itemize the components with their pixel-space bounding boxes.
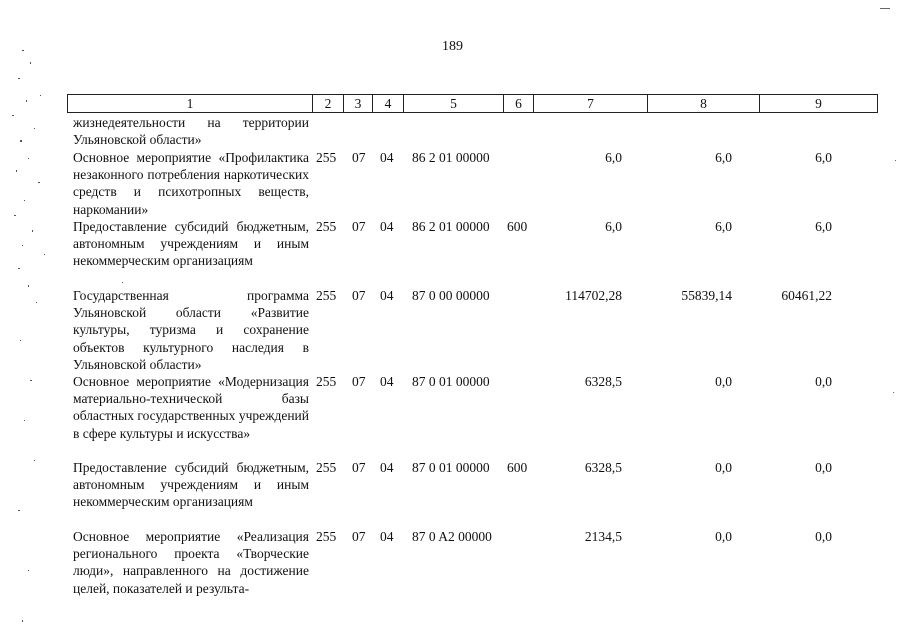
row-col-4: 04 <box>380 529 394 544</box>
row-col-9: 60461,22 <box>781 288 832 303</box>
row-col-8: 6,0 <box>715 219 732 234</box>
header-col-6: 6 <box>504 95 534 113</box>
header-col-7: 7 <box>534 95 648 113</box>
row-col-3: 07 <box>352 150 366 165</box>
row-col-2: 255 <box>316 150 337 165</box>
header-col-4: 4 <box>373 95 404 113</box>
page-number: 189 <box>442 39 463 54</box>
table-header <box>67 94 878 113</box>
row-name: Основное мероприятие «Модернизация материально-технической базы областных государственных учреждений в сфере культуры и искусства» <box>73 374 309 441</box>
row-col-9: 0,0 <box>815 529 832 544</box>
header-row <box>68 95 878 113</box>
row-col-7: 114702,28 <box>565 288 622 303</box>
row-col-8: 0,0 <box>715 529 732 544</box>
row-name: Основное мероприятие «Реализация регионального проекта «Творческие люди», направленного на достижение целей, показателей и результа- <box>73 529 309 596</box>
row-name: Предоставление субсидий бюджетным, автономным учреждениям и иным некоммерческим организациям <box>73 460 309 510</box>
header-col-1: 1 <box>68 95 313 113</box>
row-col-7: 2134,5 <box>584 529 622 544</box>
row-name: жизнедеятельности на территории Ульяновской области» <box>73 115 309 148</box>
header-col-9: 9 <box>760 95 878 113</box>
row-col-7: 6328,5 <box>584 374 622 389</box>
row-col-2: 255 <box>316 460 337 475</box>
row-col-3: 07 <box>352 288 366 303</box>
row-col-4: 04 <box>380 374 394 389</box>
header-col-3: 3 <box>344 95 373 113</box>
row-col-9: 6,0 <box>815 219 832 234</box>
row-col-4: 04 <box>380 288 394 303</box>
row-col-3: 07 <box>352 219 366 234</box>
row-col-8: 0,0 <box>715 460 732 475</box>
row-col-7: 6,0 <box>605 150 622 165</box>
scan-speck <box>122 282 123 283</box>
row-col-5: 86 2 01 00000 <box>412 219 490 234</box>
row-col-6: 600 <box>507 219 528 234</box>
row-name: Основное мероприятие «Профилактика незаконного потребления наркотических средств и психотропных веществ, наркомании» <box>73 150 309 217</box>
row-col-9: 0,0 <box>815 374 832 389</box>
row-col-3: 07 <box>352 374 366 389</box>
row-col-5: 86 2 01 00000 <box>412 150 490 165</box>
row-col-5: 87 0 A2 00000 <box>412 529 492 544</box>
header-col-8: 8 <box>648 95 760 113</box>
row-col-4: 04 <box>380 150 394 165</box>
row-col-8: 0,0 <box>715 374 732 389</box>
row-col-4: 04 <box>380 460 394 475</box>
row-col-5: 87 0 01 00000 <box>412 374 490 389</box>
row-col-3: 07 <box>352 460 366 475</box>
header-col-5: 5 <box>404 95 504 113</box>
row-col-9: 0,0 <box>815 460 832 475</box>
scan-speck <box>895 160 896 161</box>
scan-speck <box>893 392 894 393</box>
row-col-4: 04 <box>380 219 394 234</box>
row-col-5: 87 0 01 00000 <box>412 460 490 475</box>
row-col-5: 87 0 00 00000 <box>412 288 490 303</box>
row-col-8: 6,0 <box>715 150 732 165</box>
row-col-2: 255 <box>316 529 337 544</box>
row-name: Предоставление субсидий бюджетным, автономным учреждениям и иным некоммерческим организациям <box>73 219 309 269</box>
row-col-7: 6,0 <box>605 219 622 234</box>
row-col-2: 255 <box>316 288 337 303</box>
header-col-2: 2 <box>313 95 344 113</box>
row-col-2: 255 <box>316 374 337 389</box>
row-col-2: 255 <box>316 219 337 234</box>
row-col-6: 600 <box>507 460 528 475</box>
row-col-3: 07 <box>352 529 366 544</box>
row-name: Государственная программа Ульяновской области «Развитие культуры, туризма и сохранение объектов культурного наследия в Ульяновской области» <box>73 288 309 372</box>
row-col-7: 6328,5 <box>584 460 622 475</box>
row-col-8: 55839,14 <box>681 288 732 303</box>
row-col-9: 6,0 <box>815 150 832 165</box>
scan-edge-noise <box>0 40 58 640</box>
scan-speck <box>880 8 890 9</box>
